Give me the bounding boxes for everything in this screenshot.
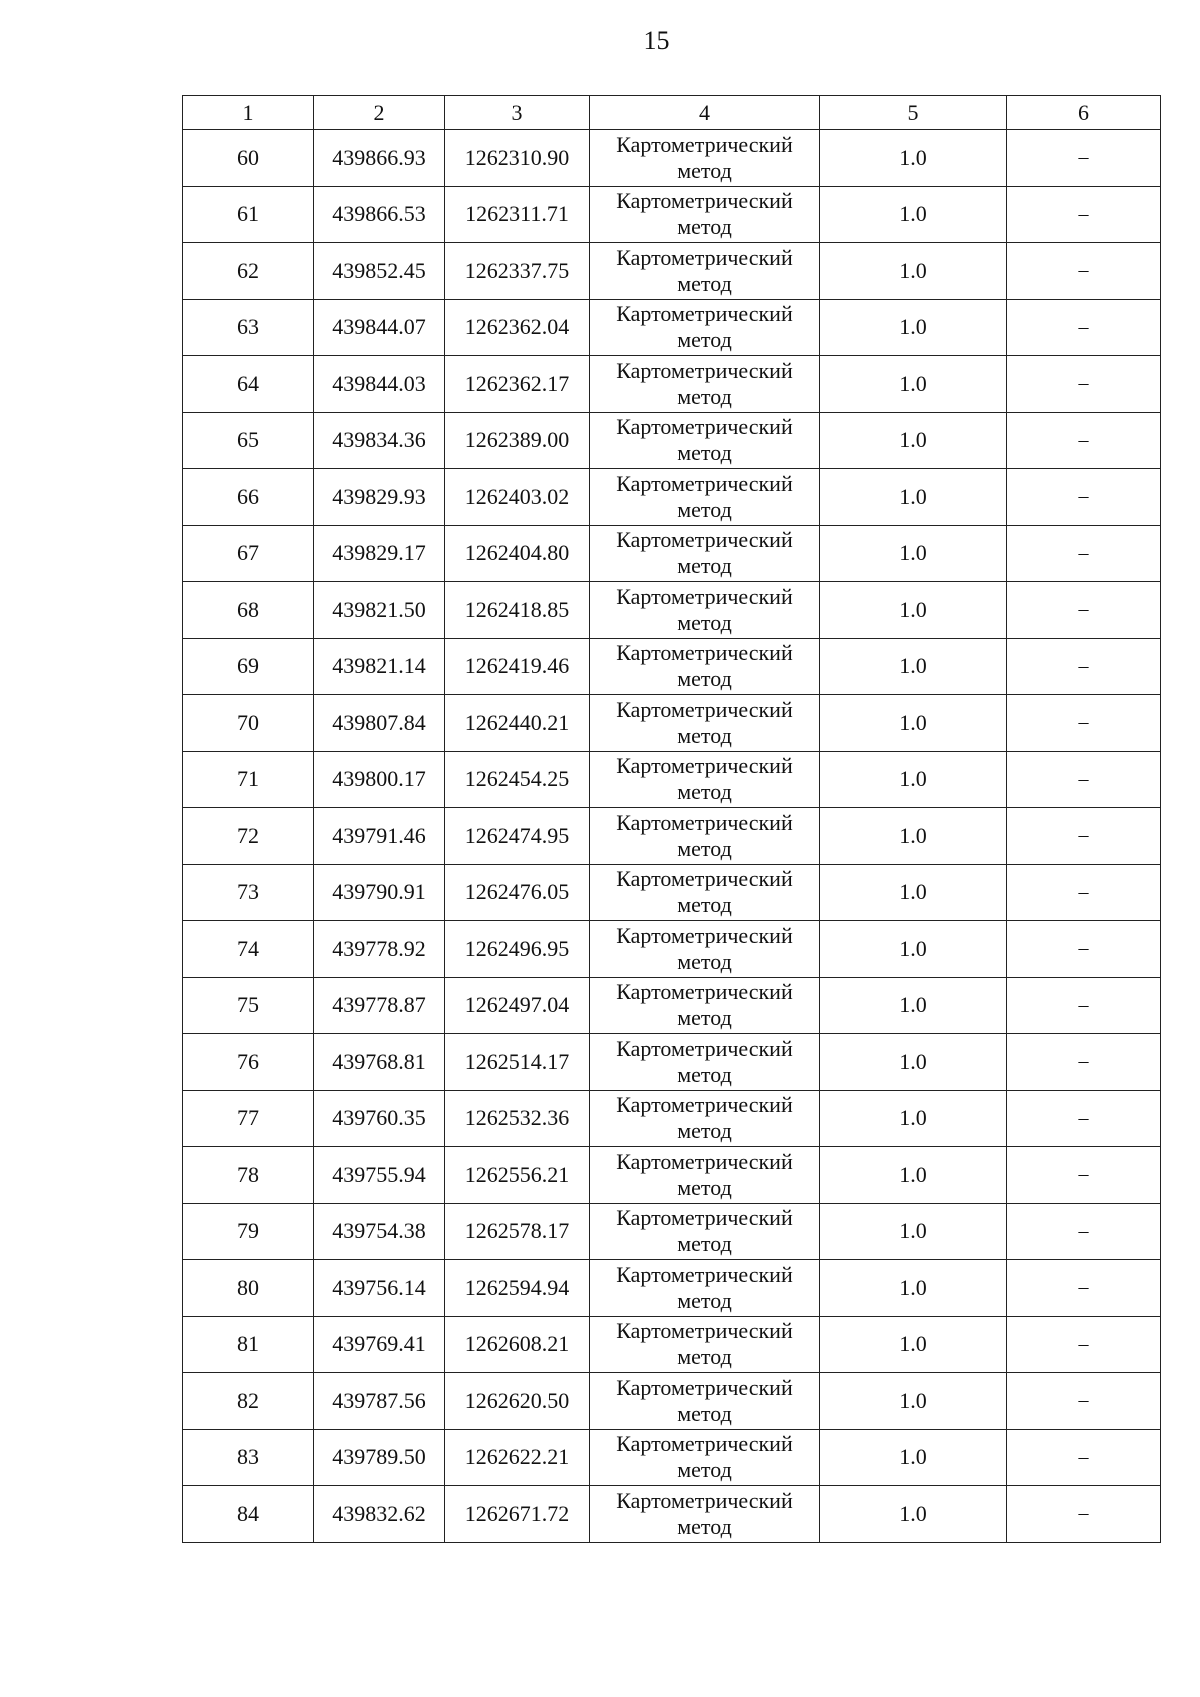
- x-coordinate-cell: 439844.03: [314, 356, 445, 413]
- table-row: [183, 808, 1161, 865]
- table-row: [183, 1034, 1161, 1091]
- point-number-cell: 60: [183, 130, 314, 187]
- x-coordinate-cell: 439754.38: [314, 1203, 445, 1260]
- note-cell: –: [1007, 977, 1161, 1034]
- note-cell: –: [1007, 525, 1161, 582]
- table-row: [183, 469, 1161, 526]
- header-cell: 6: [1007, 96, 1161, 130]
- accuracy-cell: 1.0: [820, 130, 1007, 187]
- x-coordinate-cell: 439852.45: [314, 243, 445, 300]
- accuracy-cell: 1.0: [820, 186, 1007, 243]
- point-number-cell: 77: [183, 1090, 314, 1147]
- note-cell: –: [1007, 356, 1161, 413]
- point-number-cell: 79: [183, 1203, 314, 1260]
- x-coordinate-cell: 439800.17: [314, 751, 445, 808]
- table-row: [183, 1147, 1161, 1204]
- x-coordinate-cell: 439760.35: [314, 1090, 445, 1147]
- accuracy-cell: 1.0: [820, 638, 1007, 695]
- point-number-cell: 61: [183, 186, 314, 243]
- y-coordinate-cell: 1262310.90: [445, 130, 590, 187]
- y-coordinate-cell: 1262622.21: [445, 1429, 590, 1486]
- method-cell: Картометрический метод: [590, 469, 820, 526]
- x-coordinate-cell: 439807.84: [314, 695, 445, 752]
- table-row: [183, 751, 1161, 808]
- point-number-cell: 73: [183, 864, 314, 921]
- accuracy-cell: 1.0: [820, 412, 1007, 469]
- accuracy-cell: 1.0: [820, 808, 1007, 865]
- table-row: [183, 356, 1161, 413]
- y-coordinate-cell: 1262620.50: [445, 1373, 590, 1430]
- table-row: [183, 1316, 1161, 1373]
- y-coordinate-cell: 1262608.21: [445, 1316, 590, 1373]
- y-coordinate-cell: 1262362.17: [445, 356, 590, 413]
- x-coordinate-cell: 439821.14: [314, 638, 445, 695]
- accuracy-cell: 1.0: [820, 1316, 1007, 1373]
- point-number-cell: 64: [183, 356, 314, 413]
- note-cell: –: [1007, 582, 1161, 639]
- point-number-cell: 63: [183, 299, 314, 356]
- table-row: [183, 412, 1161, 469]
- point-number-cell: 81: [183, 1316, 314, 1373]
- point-number-cell: 66: [183, 469, 314, 526]
- table-body: [183, 130, 1161, 1543]
- x-coordinate-cell: 439790.91: [314, 864, 445, 921]
- table-row: [183, 186, 1161, 243]
- table-row: [183, 299, 1161, 356]
- accuracy-cell: 1.0: [820, 864, 1007, 921]
- y-coordinate-cell: 1262403.02: [445, 469, 590, 526]
- y-coordinate-cell: 1262532.36: [445, 1090, 590, 1147]
- note-cell: –: [1007, 1147, 1161, 1204]
- accuracy-cell: 1.0: [820, 1260, 1007, 1317]
- note-cell: –: [1007, 186, 1161, 243]
- y-coordinate-cell: 1262497.04: [445, 977, 590, 1034]
- accuracy-cell: 1.0: [820, 1034, 1007, 1091]
- method-cell: Картометрический метод: [590, 582, 820, 639]
- accuracy-cell: 1.0: [820, 695, 1007, 752]
- x-coordinate-cell: 439866.53: [314, 186, 445, 243]
- point-number-cell: 65: [183, 412, 314, 469]
- x-coordinate-cell: 439755.94: [314, 1147, 445, 1204]
- point-number-cell: 72: [183, 808, 314, 865]
- accuracy-cell: 1.0: [820, 1203, 1007, 1260]
- y-coordinate-cell: 1262671.72: [445, 1486, 590, 1543]
- note-cell: –: [1007, 412, 1161, 469]
- x-coordinate-cell: 439829.93: [314, 469, 445, 526]
- table-row: [183, 243, 1161, 300]
- accuracy-cell: 1.0: [820, 299, 1007, 356]
- note-cell: –: [1007, 1090, 1161, 1147]
- method-cell: Картометрический метод: [590, 808, 820, 865]
- y-coordinate-cell: 1262311.71: [445, 186, 590, 243]
- note-cell: –: [1007, 243, 1161, 300]
- y-coordinate-cell: 1262440.21: [445, 695, 590, 752]
- note-cell: –: [1007, 1316, 1161, 1373]
- y-coordinate-cell: 1262418.85: [445, 582, 590, 639]
- point-number-cell: 75: [183, 977, 314, 1034]
- method-cell: Картометрический метод: [590, 243, 820, 300]
- method-cell: Картометрический метод: [590, 1034, 820, 1091]
- method-cell: Картометрический метод: [590, 921, 820, 978]
- note-cell: –: [1007, 1373, 1161, 1430]
- method-cell: Картометрический метод: [590, 1373, 820, 1430]
- table-row: [183, 1429, 1161, 1486]
- x-coordinate-cell: 439844.07: [314, 299, 445, 356]
- y-coordinate-cell: 1262337.75: [445, 243, 590, 300]
- accuracy-cell: 1.0: [820, 356, 1007, 413]
- y-coordinate-cell: 1262556.21: [445, 1147, 590, 1204]
- table-row: [183, 1373, 1161, 1430]
- y-coordinate-cell: 1262514.17: [445, 1034, 590, 1091]
- point-number-cell: 74: [183, 921, 314, 978]
- header-cell: 3: [445, 96, 590, 130]
- accuracy-cell: 1.0: [820, 1429, 1007, 1486]
- accuracy-cell: 1.0: [820, 582, 1007, 639]
- note-cell: –: [1007, 1034, 1161, 1091]
- page-number: 15: [643, 26, 670, 55]
- y-coordinate-cell: 1262404.80: [445, 525, 590, 582]
- y-coordinate-cell: 1262454.25: [445, 751, 590, 808]
- accuracy-cell: 1.0: [820, 1147, 1007, 1204]
- accuracy-cell: 1.0: [820, 1373, 1007, 1430]
- method-cell: Картометрический метод: [590, 638, 820, 695]
- table-row: [183, 921, 1161, 978]
- table-header-row: [183, 96, 1161, 130]
- x-coordinate-cell: 439821.50: [314, 582, 445, 639]
- x-coordinate-cell: 439778.87: [314, 977, 445, 1034]
- table-row: [183, 1203, 1161, 1260]
- method-cell: Картометрический метод: [590, 1316, 820, 1373]
- point-number-cell: 68: [183, 582, 314, 639]
- x-coordinate-cell: 439778.92: [314, 921, 445, 978]
- point-number-cell: 70: [183, 695, 314, 752]
- table-row: [183, 1486, 1161, 1543]
- x-coordinate-cell: 439756.14: [314, 1260, 445, 1317]
- coordinates-table: [182, 95, 1161, 1543]
- accuracy-cell: 1.0: [820, 525, 1007, 582]
- method-cell: Картометрический метод: [590, 412, 820, 469]
- method-cell: Картометрический метод: [590, 977, 820, 1034]
- x-coordinate-cell: 439832.62: [314, 1486, 445, 1543]
- note-cell: –: [1007, 751, 1161, 808]
- accuracy-cell: 1.0: [820, 243, 1007, 300]
- method-cell: Картометрический метод: [590, 186, 820, 243]
- method-cell: Картометрический метод: [590, 525, 820, 582]
- note-cell: –: [1007, 695, 1161, 752]
- method-cell: Картометрический метод: [590, 130, 820, 187]
- point-number-cell: 69: [183, 638, 314, 695]
- method-cell: Картометрический метод: [590, 1090, 820, 1147]
- y-coordinate-cell: 1262474.95: [445, 808, 590, 865]
- y-coordinate-cell: 1262362.04: [445, 299, 590, 356]
- note-cell: –: [1007, 808, 1161, 865]
- accuracy-cell: 1.0: [820, 751, 1007, 808]
- method-cell: Картометрический метод: [590, 1260, 820, 1317]
- y-coordinate-cell: 1262578.17: [445, 1203, 590, 1260]
- method-cell: Картометрический метод: [590, 1203, 820, 1260]
- y-coordinate-cell: 1262419.46: [445, 638, 590, 695]
- point-number-cell: 80: [183, 1260, 314, 1317]
- accuracy-cell: 1.0: [820, 469, 1007, 526]
- method-cell: Картометрический метод: [590, 1429, 820, 1486]
- note-cell: –: [1007, 1260, 1161, 1317]
- note-cell: –: [1007, 130, 1161, 187]
- note-cell: –: [1007, 921, 1161, 978]
- table-row: [183, 638, 1161, 695]
- x-coordinate-cell: 439834.36: [314, 412, 445, 469]
- x-coordinate-cell: 439787.56: [314, 1373, 445, 1430]
- note-cell: –: [1007, 638, 1161, 695]
- table-row: [183, 1260, 1161, 1317]
- method-cell: Картометрический метод: [590, 356, 820, 413]
- y-coordinate-cell: 1262594.94: [445, 1260, 590, 1317]
- table-row: [183, 1090, 1161, 1147]
- point-number-cell: 62: [183, 243, 314, 300]
- note-cell: –: [1007, 1429, 1161, 1486]
- header-cell: 1: [183, 96, 314, 130]
- accuracy-cell: 1.0: [820, 1090, 1007, 1147]
- accuracy-cell: 1.0: [820, 977, 1007, 1034]
- y-coordinate-cell: 1262476.05: [445, 864, 590, 921]
- y-coordinate-cell: 1262496.95: [445, 921, 590, 978]
- point-number-cell: 67: [183, 525, 314, 582]
- table-row: [183, 864, 1161, 921]
- x-coordinate-cell: 439829.17: [314, 525, 445, 582]
- y-coordinate-cell: 1262389.00: [445, 412, 590, 469]
- method-cell: Картометрический метод: [590, 695, 820, 752]
- accuracy-cell: 1.0: [820, 1486, 1007, 1543]
- note-cell: –: [1007, 864, 1161, 921]
- method-cell: Картометрический метод: [590, 1486, 820, 1543]
- x-coordinate-cell: 439768.81: [314, 1034, 445, 1091]
- accuracy-cell: 1.0: [820, 921, 1007, 978]
- point-number-cell: 83: [183, 1429, 314, 1486]
- point-number-cell: 71: [183, 751, 314, 808]
- note-cell: –: [1007, 469, 1161, 526]
- point-number-cell: 84: [183, 1486, 314, 1543]
- table-row: [183, 977, 1161, 1034]
- x-coordinate-cell: 439789.50: [314, 1429, 445, 1486]
- x-coordinate-cell: 439769.41: [314, 1316, 445, 1373]
- note-cell: –: [1007, 299, 1161, 356]
- table-row: [183, 582, 1161, 639]
- header-cell: 4: [590, 96, 820, 130]
- point-number-cell: 82: [183, 1373, 314, 1430]
- note-cell: –: [1007, 1203, 1161, 1260]
- point-number-cell: 78: [183, 1147, 314, 1204]
- method-cell: Картометрический метод: [590, 299, 820, 356]
- table-row: [183, 525, 1161, 582]
- table-row: [183, 130, 1161, 187]
- x-coordinate-cell: 439791.46: [314, 808, 445, 865]
- x-coordinate-cell: 439866.93: [314, 130, 445, 187]
- table-row: [183, 695, 1161, 752]
- note-cell: –: [1007, 1486, 1161, 1543]
- header-cell: 5: [820, 96, 1007, 130]
- point-number-cell: 76: [183, 1034, 314, 1091]
- method-cell: Картометрический метод: [590, 864, 820, 921]
- method-cell: Картометрический метод: [590, 1147, 820, 1204]
- method-cell: Картометрический метод: [590, 751, 820, 808]
- header-cell: 2: [314, 96, 445, 130]
